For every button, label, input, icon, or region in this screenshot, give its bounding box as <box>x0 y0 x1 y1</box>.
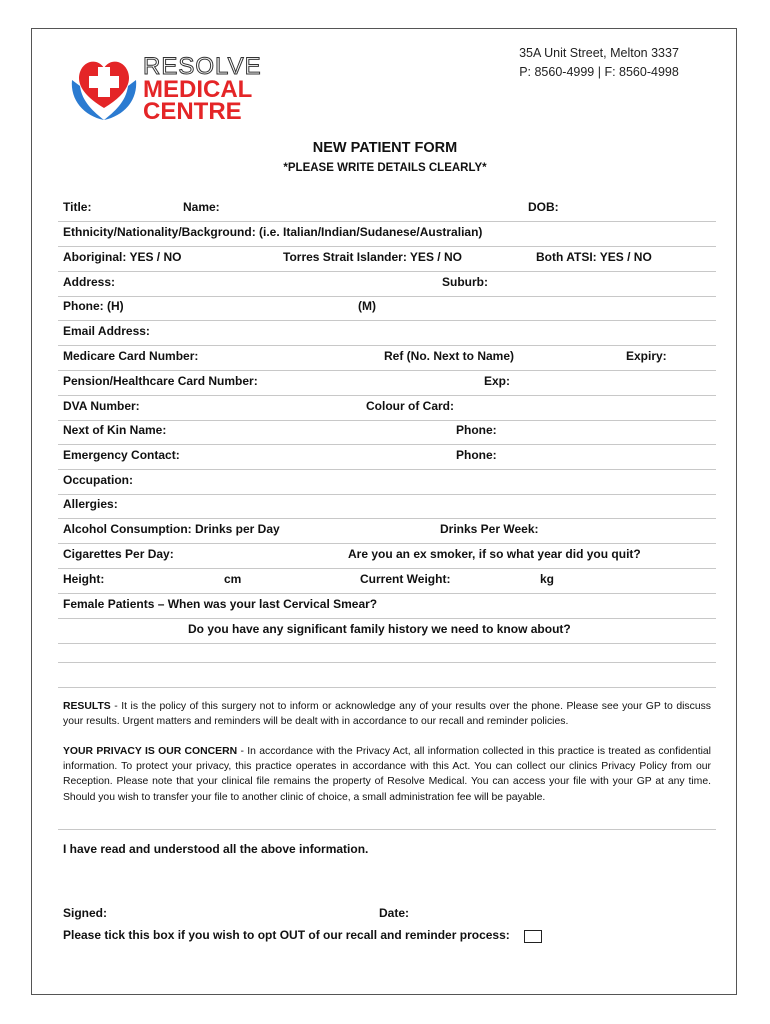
contact-line: P: 8560-4999 | F: 8560-4998 <box>519 65 679 79</box>
cigarettes-label: Cigarettes Per Day: <box>63 547 174 561</box>
family-history-line-1[interactable] <box>58 662 716 663</box>
emergency-phone-label: Phone: <box>456 448 497 462</box>
ref-label: Ref (No. Next to Name) <box>384 349 515 363</box>
row-phone[interactable] <box>58 296 716 321</box>
family-history-line-2[interactable] <box>58 687 716 688</box>
row-emergency[interactable] <box>58 445 716 470</box>
results-heading: RESULTS <box>63 701 111 712</box>
logo-line2: MEDICAL <box>143 76 253 103</box>
email-label: Email Address: <box>63 324 150 338</box>
row-occupation[interactable] <box>58 470 716 495</box>
colour-label: Colour of Card: <box>366 399 454 413</box>
weight-label: Current Weight: <box>360 572 451 586</box>
alcohol-week-label: Drinks Per Week: <box>440 522 539 536</box>
name-label: Name: <box>183 200 220 214</box>
row-address[interactable] <box>58 272 716 297</box>
exp-label: Exp: <box>484 374 511 388</box>
phone-mobile-label: (M) <box>358 299 376 313</box>
privacy-paragraph <box>63 744 711 805</box>
row-cervical[interactable] <box>58 594 716 619</box>
row-allergies[interactable] <box>58 494 716 519</box>
row-email[interactable] <box>58 321 716 346</box>
opt-out-checkbox[interactable] <box>524 930 542 943</box>
row-height-weight[interactable] <box>58 569 716 594</box>
aboriginal-label: Aboriginal: YES / NO <box>63 250 182 264</box>
cervical-label: Female Patients – When was your last Cervical Smear? <box>63 597 378 611</box>
clinic-address <box>470 44 728 82</box>
ethnicity-label: Ethnicity/Nationality/Background: (i.e. Italian/Indian/Sudanese/Australian) <box>63 225 483 239</box>
dob-label: DOB: <box>528 200 559 214</box>
expiry-label: Expiry: <box>626 349 667 363</box>
torres-label: Torres Strait Islander: YES / NO <box>283 250 462 264</box>
row-family-history[interactable] <box>58 619 716 644</box>
address-line: 35A Unit Street, Melton 3337 <box>519 46 679 60</box>
signed-label[interactable]: Signed: <box>63 906 107 920</box>
title-label: Title: <box>63 200 92 214</box>
both-atsi-label: Both ATSI: YES / NO <box>536 250 652 264</box>
dva-label: DVA Number: <box>63 399 140 413</box>
kin-phone-label: Phone: <box>456 423 497 437</box>
alcohol-day-label: Alcohol Consumption: Drinks per Day <box>63 522 280 536</box>
logo-line1: RESOLVE <box>143 53 262 80</box>
row-ethnicity[interactable] <box>58 222 716 247</box>
acknowledgement-text: I have read and understood all the above information. <box>63 842 369 856</box>
policy-divider <box>58 829 716 830</box>
family-history-label: Do you have any significant family history we need to know about? <box>188 622 571 636</box>
address-label: Address: <box>63 275 116 289</box>
privacy-heading: YOUR PRIVACY IS OUR CONCERN <box>63 746 238 757</box>
occupation-label: Occupation: <box>63 473 134 487</box>
row-atsi[interactable] <box>58 247 716 272</box>
cm-unit-label: cm <box>224 572 242 586</box>
row-dva[interactable] <box>58 396 716 421</box>
privacy-text: - In accordance with the Privacy Act, all information collected in this practice is treated as confidential information. To protect your privacy, this practice operates in accordance with this Act. You can collect our clinics Privacy Policy from our Reception. Please note that your clinical file remains the property of Resolve Medical. You can access your file with your GP at any time. Should you wish to transfer your file to another clinic of choice, a small administration fee will be payable. <box>63 746 711 803</box>
logo-line3: CENTRE <box>143 98 242 122</box>
row-alcohol[interactable] <box>58 519 716 544</box>
results-paragraph <box>63 699 711 729</box>
medicare-label: Medicare Card Number: <box>63 349 199 363</box>
phone-home-label: Phone: (H) <box>63 299 124 313</box>
kin-label: Next of Kin Name: <box>63 423 167 437</box>
medical-cross-hands-icon <box>66 50 294 122</box>
row-title-name-dob[interactable] <box>58 197 716 222</box>
row-pension[interactable] <box>58 371 716 396</box>
row-smoking[interactable] <box>58 544 716 569</box>
allergies-label: Allergies: <box>63 497 118 511</box>
row-next-of-kin[interactable] <box>58 420 716 445</box>
height-label: Height: <box>63 572 105 586</box>
date-label[interactable]: Date: <box>379 906 410 920</box>
row-medicare[interactable] <box>58 346 716 371</box>
form-title: NEW PATIENT FORM <box>312 140 458 156</box>
opt-out-label: Please tick this box if you wish to opt OUT of our recall and reminder process: <box>63 928 510 942</box>
suburb-label: Suburb: <box>442 275 488 289</box>
ex-smoker-label: Are you an ex smoker, if so what year did you quit? <box>348 547 641 561</box>
emergency-label: Emergency Contact: <box>63 448 180 462</box>
clinic-logo <box>66 50 294 122</box>
form-subtitle: *PLEASE WRITE DETAILS CLEARLY* <box>283 162 487 174</box>
kg-unit-label: kg <box>540 572 555 586</box>
results-text: - It is the policy of this surgery not to inform or acknowledge any of your results over the phone. Please see your GP to discuss your results. Urgent matters and reminders will be dealt with in accordance to our recall and reminder policies. <box>63 701 711 728</box>
pension-label: Pension/Healthcare Card Number: <box>63 374 258 388</box>
